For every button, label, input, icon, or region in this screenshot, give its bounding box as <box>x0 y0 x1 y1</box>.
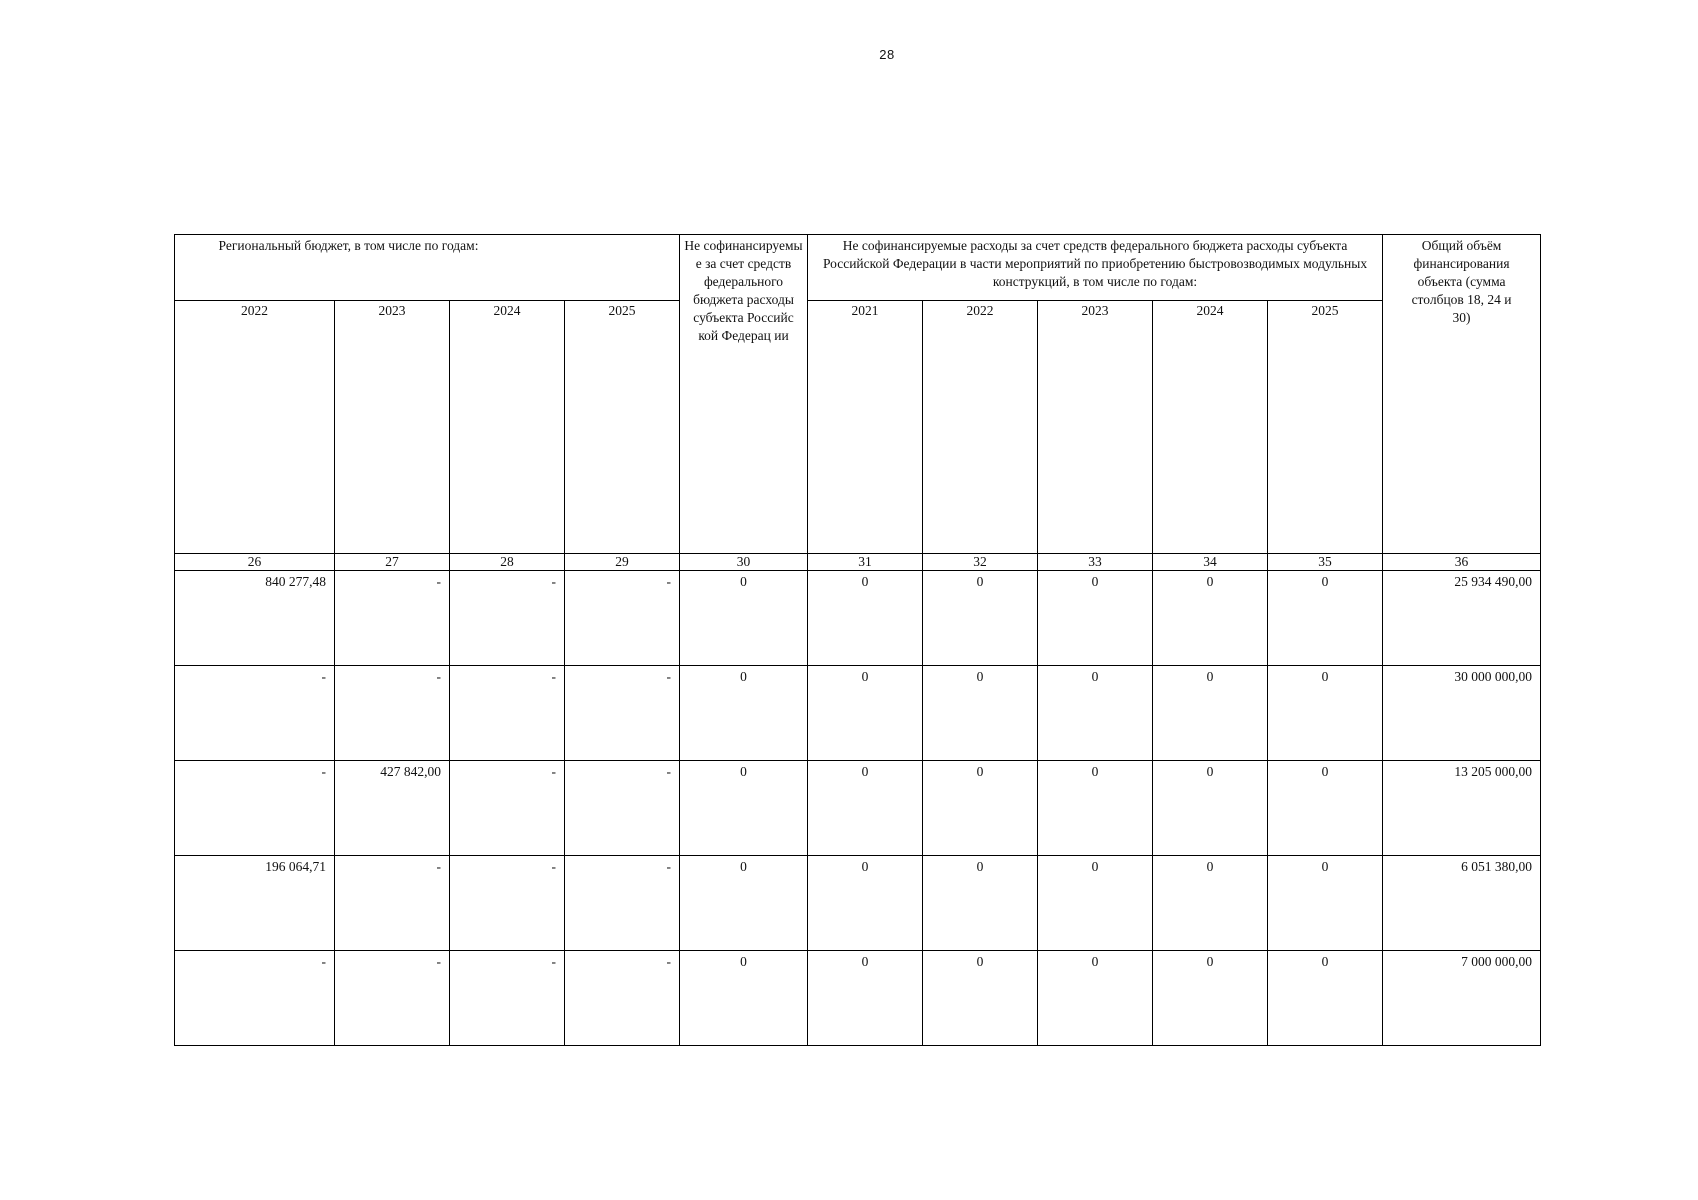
column-number: 32 <box>923 554 1038 571</box>
data-cell: 0 <box>1038 951 1153 1046</box>
data-cell: 0 <box>1268 761 1383 856</box>
data-cell: - <box>450 856 565 951</box>
table-row <box>175 951 1541 1046</box>
column-number: 27 <box>335 554 450 571</box>
data-cell: 0 <box>1268 571 1383 666</box>
data-cell: 0 <box>680 951 808 1046</box>
data-cell: - <box>175 666 335 761</box>
data-cell: - <box>450 951 565 1046</box>
data-cell: 0 <box>1038 666 1153 761</box>
regional-year-cell: 2024 <box>450 301 565 554</box>
data-cell: - <box>335 856 450 951</box>
column-number: 30 <box>680 554 808 571</box>
data-cell: 25 934 490,00 <box>1383 571 1541 666</box>
federal-year-cell: 2025 <box>1268 301 1383 554</box>
data-cell: 0 <box>680 856 808 951</box>
column-number: 28 <box>450 554 565 571</box>
data-cell: - <box>175 761 335 856</box>
not-cofinanced-federal-header: Не софинансируемые расходы за счет средств федерального бюджета расходы субъекта Российской Федерации в части мероприятий по приобретению быстровозводимых модульных конструкций, в том числе по годам: <box>808 235 1383 301</box>
regional-year-cell: 2023 <box>335 301 450 554</box>
data-cell: 0 <box>808 571 923 666</box>
data-cell: 0 <box>680 571 808 666</box>
data-cell: 0 <box>1268 856 1383 951</box>
data-cell: - <box>450 571 565 666</box>
data-cell: 7 000 000,00 <box>1383 951 1541 1046</box>
regional-budget-header: Региональный бюджет, в том числе по годам: <box>175 235 680 301</box>
federal-year-cell: 2023 <box>1038 301 1153 554</box>
total-financing-header: Общий объём финансирования объекта (сумма столбцов 18, 24 и 30) <box>1383 235 1541 554</box>
data-cell: - <box>335 666 450 761</box>
data-cell: 0 <box>1153 761 1268 856</box>
data-cell: 0 <box>923 761 1038 856</box>
data-cell: - <box>565 761 680 856</box>
data-cell: 0 <box>923 951 1038 1046</box>
federal-year-cell: 2022 <box>923 301 1038 554</box>
column-number-row <box>175 554 1541 571</box>
data-cell: - <box>565 856 680 951</box>
column-number: 26 <box>175 554 335 571</box>
data-cell: - <box>450 761 565 856</box>
regional-year-cell: 2022 <box>175 301 335 554</box>
table-row <box>175 761 1541 856</box>
data-cell: 840 277,48 <box>175 571 335 666</box>
data-cell: - <box>565 951 680 1046</box>
data-cell: 0 <box>808 951 923 1046</box>
data-cell: 0 <box>1153 856 1268 951</box>
header-row-1 <box>175 235 1541 301</box>
table-row <box>175 571 1541 666</box>
not-cofinanced-header: Не софинансируемы е за счет средств федерального бюджета расходы субъекта Российс кой Федерац ии <box>680 235 808 554</box>
column-number: 35 <box>1268 554 1383 571</box>
column-number: 33 <box>1038 554 1153 571</box>
data-cell: 0 <box>808 761 923 856</box>
data-cell: 427 842,00 <box>335 761 450 856</box>
data-cell: - <box>565 571 680 666</box>
data-cell: 0 <box>680 761 808 856</box>
data-cell: 0 <box>923 571 1038 666</box>
header-row-years <box>175 301 1541 554</box>
data-cell: 0 <box>808 856 923 951</box>
data-cell: 0 <box>1153 666 1268 761</box>
data-cell: 0 <box>1038 761 1153 856</box>
data-cell: 13 205 000,00 <box>1383 761 1541 856</box>
regional-year-cell: 2025 <box>565 301 680 554</box>
column-number: 29 <box>565 554 680 571</box>
data-cell: 0 <box>923 666 1038 761</box>
data-cell: 196 064,71 <box>175 856 335 951</box>
data-cell: - <box>565 666 680 761</box>
data-cell: 0 <box>1268 666 1383 761</box>
column-number: 36 <box>1383 554 1541 571</box>
column-number: 31 <box>808 554 923 571</box>
data-cell: 0 <box>1038 571 1153 666</box>
table-row <box>175 856 1541 951</box>
data-cell: 0 <box>1268 951 1383 1046</box>
data-cell: - <box>450 666 565 761</box>
data-cell: 0 <box>923 856 1038 951</box>
table-row <box>175 666 1541 761</box>
data-cell: - <box>335 571 450 666</box>
data-cell: 0 <box>680 666 808 761</box>
data-cell: 0 <box>1153 951 1268 1046</box>
data-cell: 0 <box>1153 571 1268 666</box>
column-number: 34 <box>1153 554 1268 571</box>
budget-table <box>174 234 1541 1046</box>
data-cell: 0 <box>808 666 923 761</box>
federal-year-cell: 2024 <box>1153 301 1268 554</box>
data-cell: 0 <box>1038 856 1153 951</box>
data-cell: 6 051 380,00 <box>1383 856 1541 951</box>
data-cell: - <box>335 951 450 1046</box>
data-cell: 30 000 000,00 <box>1383 666 1541 761</box>
page-number: 28 <box>879 47 895 62</box>
data-cell: - <box>175 951 335 1046</box>
federal-year-cell: 2021 <box>808 301 923 554</box>
